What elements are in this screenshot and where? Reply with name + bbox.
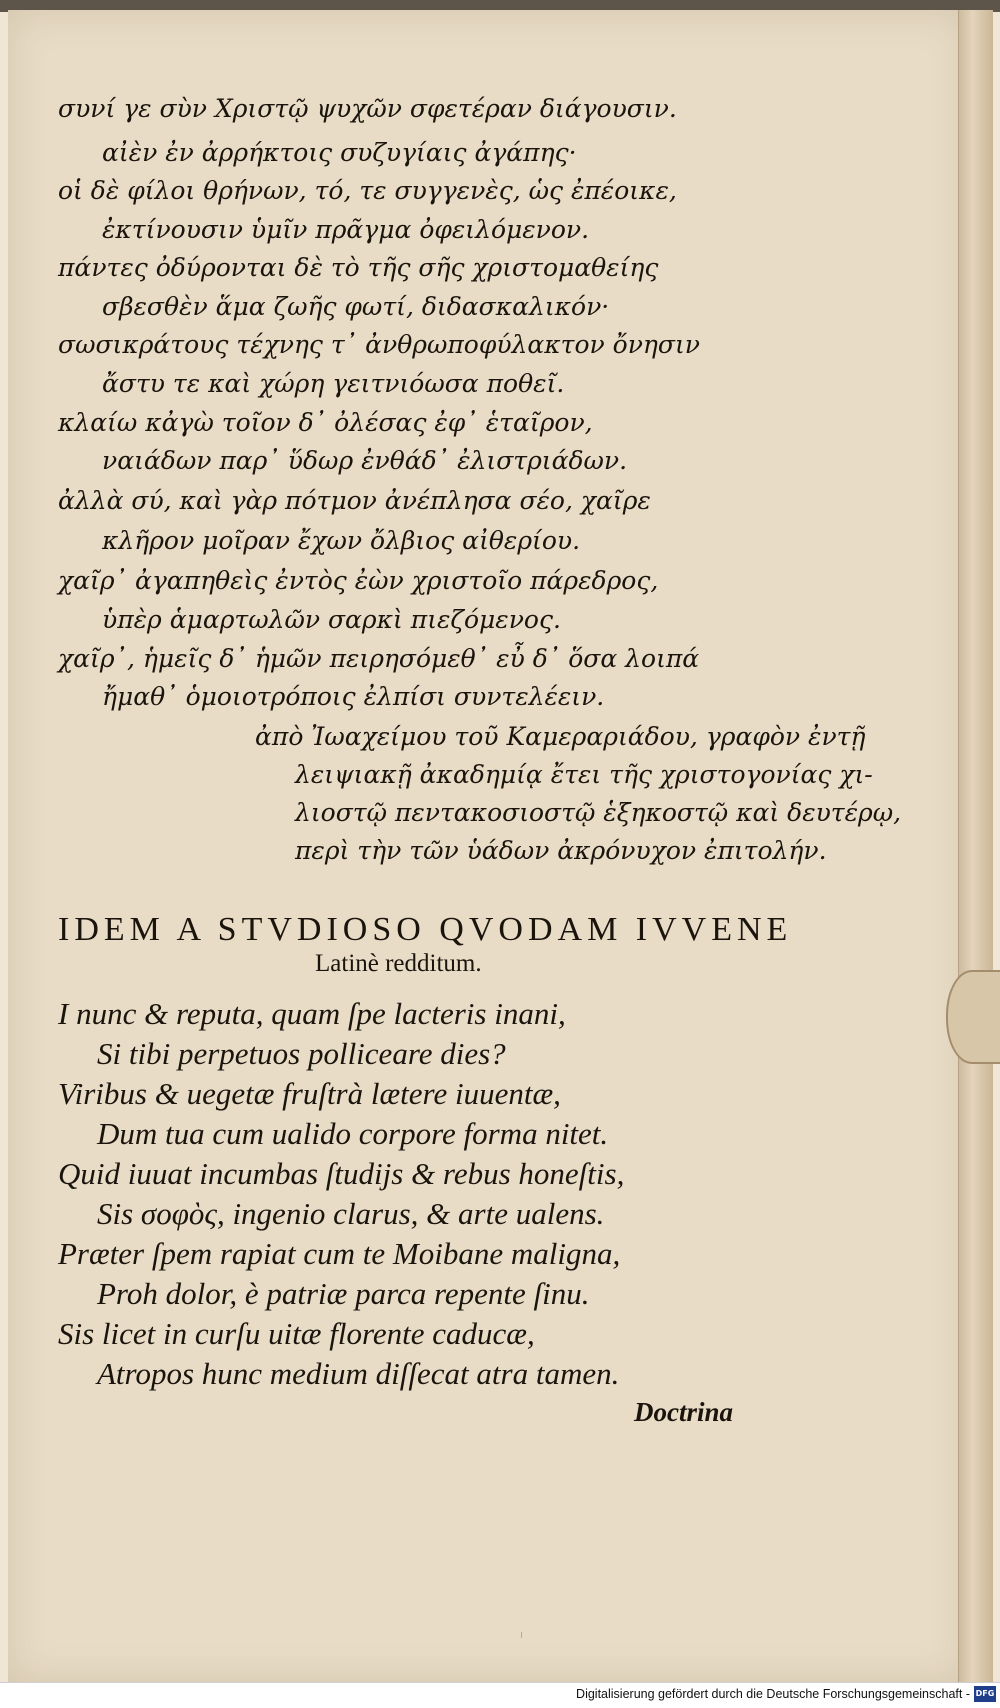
greek-verse-line: κλαίω κἀγὼ τοῖον δ᾽ ὀλέσας ἐφ᾽ ἑταῖρον, xyxy=(58,408,593,437)
greek-verse-line: χαῖρ᾽, ἡμεῖς δ᾽ ἡμῶν πειρησόμεθ᾽ εὖ δ᾽ ὅσα λοιπά xyxy=(58,644,700,673)
greek-subscription-line: ἀπὸ Ἰωαχείμου τοῦ Καμεραριάδου, γραφὸν ἐντῇ xyxy=(255,722,866,751)
greek-verse-line: πάντες ὀδύρονται δὲ τὸ τῆς σῆς χριστομαθείης xyxy=(58,253,659,282)
greek-subscription-line: περὶ τὴν τῶν ὑάδων ἀκρόνυχον ἐπιτολήν. xyxy=(295,836,827,865)
greek-verse-line: συνί γε σὺν Χριστῷ ψυχῶν σφετέραν διάγουσιν. xyxy=(58,94,677,123)
digitization-footer xyxy=(0,1682,1000,1708)
latin-heading: IDEM A STVDIOSO QVODAM IVVENE xyxy=(58,911,793,948)
latin-verse-line: Proh dolor, è patriæ parca repente ſinu. xyxy=(97,1276,590,1311)
greek-subscription-line: λειψιακῇ ἀκαδημίᾳ ἔτει τῆς χριστογονίας χι- xyxy=(295,760,873,789)
latin-verse-line: Sis licet in curſu uitæ florente caducæ, xyxy=(58,1316,535,1351)
greek-verse-line: ἐκτίνουσιν ὑμῖν πρᾶγμα ὀφειλόμενον. xyxy=(102,215,590,244)
greek-verse-line: οἱ δὲ φίλοι θρήνων, τό, τε συγγενὲς, ὡς ἐπέοικε, xyxy=(58,176,677,205)
greek-verse-line: σωσικράτους τέχνης τ᾽ ἀνθρωποφύλακτον ὄνησιν xyxy=(58,330,700,359)
latin-verse-line: I nunc & reputa, quam ſpe lacteris inani, xyxy=(58,996,566,1031)
latin-verse-line: Si tibi perpetuos polliceare dies? xyxy=(97,1036,506,1071)
latin-verse-line: Atropos hunc medium diſſecat atra tamen. xyxy=(97,1356,620,1391)
latin-verse-line: Præter ſpem rapiat cum te Moibane maligna, xyxy=(58,1236,621,1271)
latin-verse-line: Sis σοφὸς, ingenio clarus, & arte ualens. xyxy=(97,1196,605,1231)
catchword: Doctrina xyxy=(634,1397,734,1427)
greek-verse-line: ἀλλὰ σύ, καὶ γὰρ πότμον ἀνέπλησα σέο, χαῖρε xyxy=(58,486,651,515)
greek-verse-line: σβεσθὲν ἅμα ζωῆς φωτί, διδασκαλικόν· xyxy=(102,292,610,321)
greek-verse-line: χαῖρ᾽ ἀγαπηθεὶς ἐντὸς ἐὼν χριστοῖο πάρεδρος, xyxy=(58,566,659,595)
latin-verse-line: Quid iuuat incumbas ſtudijs & rebus honeſtis, xyxy=(58,1156,625,1191)
greek-verse-line: κλῆρον μοῖραν ἔχων ὄλβιος αἰθερίου. xyxy=(102,526,581,555)
greek-verse-line: ὑπὲρ ἁμαρτωλῶν σαρκὶ πιεζόμενος. xyxy=(102,605,561,634)
latin-verse-line: Viribus & uegetæ fruſtrà lætere iuuentæ, xyxy=(58,1076,561,1111)
latin-subheading: Latinè redditum. xyxy=(315,950,482,977)
footer-credit: Digitalisierung gefördert durch die Deutsche Forschungsgemeinschaft - xyxy=(576,1687,970,1701)
greek-verse-line: αἰὲν ἐν ἀρρήκτοις συζυγίαις ἀγάπης· xyxy=(102,138,577,167)
greek-verse-line: ἤμαθ᾽ ὁμοιοτρόποις ἐλπίσι συντελέειν. xyxy=(102,682,605,711)
bottom-mark: ı xyxy=(520,1628,524,1641)
greek-subscription-line: λιοστῷ πεντακοσιοστῷ ἑξηκοστῷ καὶ δευτέρῳ, xyxy=(295,798,902,827)
greek-verse-line: ἄστυ τε καὶ χώρη γειτνιόωσα ποθεῖ. xyxy=(102,369,565,398)
dfg-logo-icon: DFG xyxy=(974,1686,996,1702)
greek-verse-line: ναιάδων παρ᾽ ὕδωρ ἐνθάδ᾽ ἐλιστριάδων. xyxy=(102,446,628,475)
latin-verse-line: Dum tua cum ualido corpore forma nitet. xyxy=(97,1116,609,1151)
